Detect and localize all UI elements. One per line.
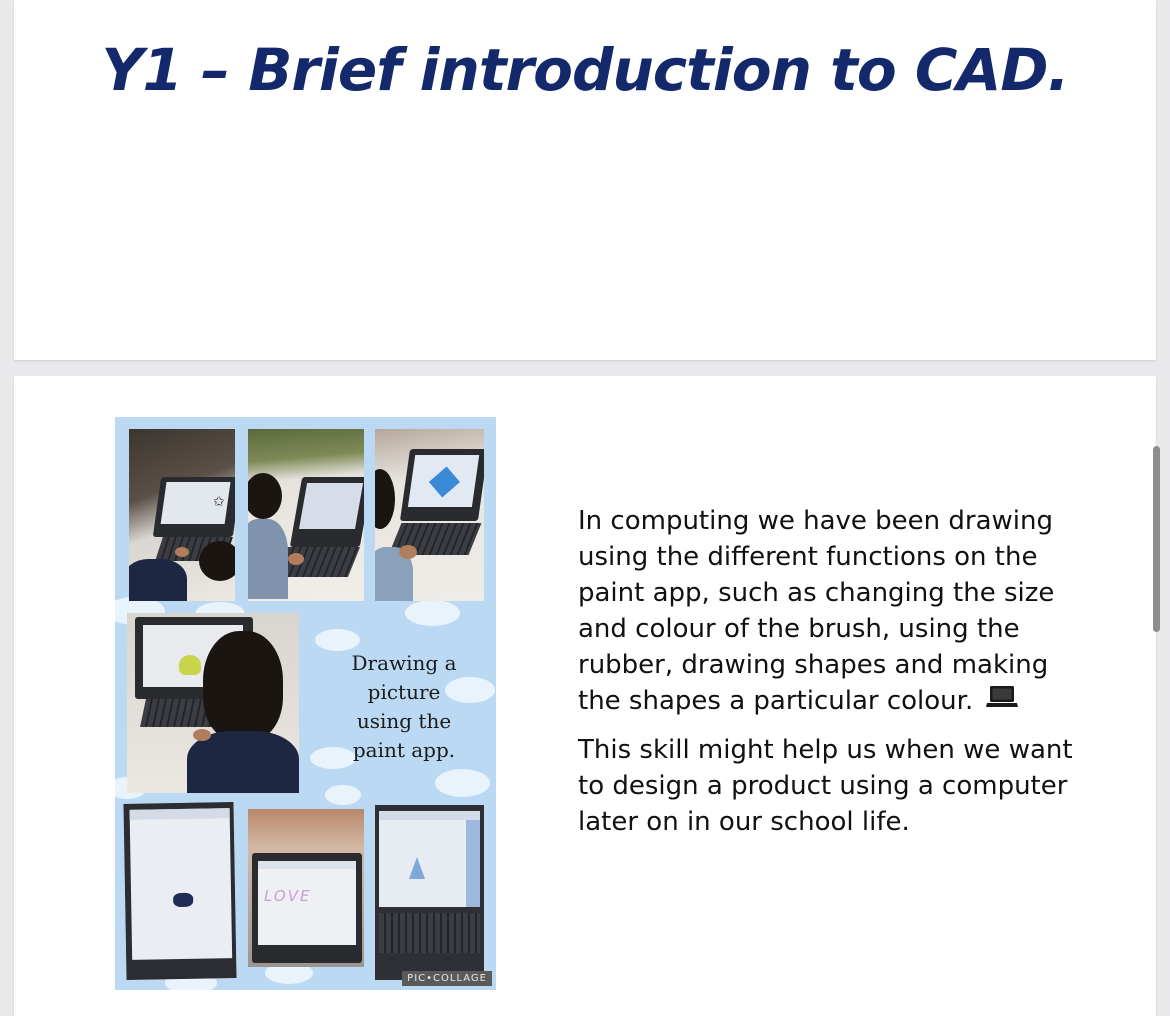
photo-drawn-word: LOVE	[264, 887, 312, 905]
slide-title: Y1 – Brief introduction to CAD.	[101, 36, 1069, 104]
cloud-decoration	[325, 785, 361, 805]
cloud-decoration	[435, 769, 490, 797]
cloud-decoration	[315, 629, 360, 651]
paragraph-1-text: In computing we have been drawing using the different functions on the paint app, such as changing the size and colour of the brush, using the rubber, drawing shapes and making the shapes a particular colour.	[578, 506, 1055, 716]
collage-photo-6	[248, 809, 364, 967]
slide-2[interactable]	[14, 376, 1156, 1016]
collage-caption-line: picture	[367, 680, 441, 704]
collage-photo-5	[123, 802, 236, 980]
slide-1[interactable]	[14, 0, 1156, 360]
collage-photo-1: ✩	[129, 429, 235, 601]
slide-body-text	[578, 503, 1098, 852]
paragraph-1	[578, 503, 1098, 720]
vertical-scrollbar[interactable]	[1153, 446, 1160, 632]
collage-caption-line: Drawing a	[351, 651, 457, 675]
photo-collage	[115, 417, 496, 990]
pic-collage-watermark: PIC•COLLAGE	[402, 971, 492, 986]
collage-photo-7	[375, 805, 484, 980]
collage-caption-line: using the	[356, 709, 452, 733]
collage-caption	[329, 649, 479, 765]
laptop-icon	[985, 684, 1019, 720]
collage-photo-4	[127, 613, 299, 793]
paragraph-2: This skill might help us when we want to design a product using a computer later on in our school life.	[578, 734, 1073, 837]
collage-photo-3	[375, 429, 484, 601]
collage-photo-2	[248, 429, 364, 601]
collage-caption-line: paint app.	[352, 738, 456, 762]
cloud-decoration	[405, 600, 460, 626]
